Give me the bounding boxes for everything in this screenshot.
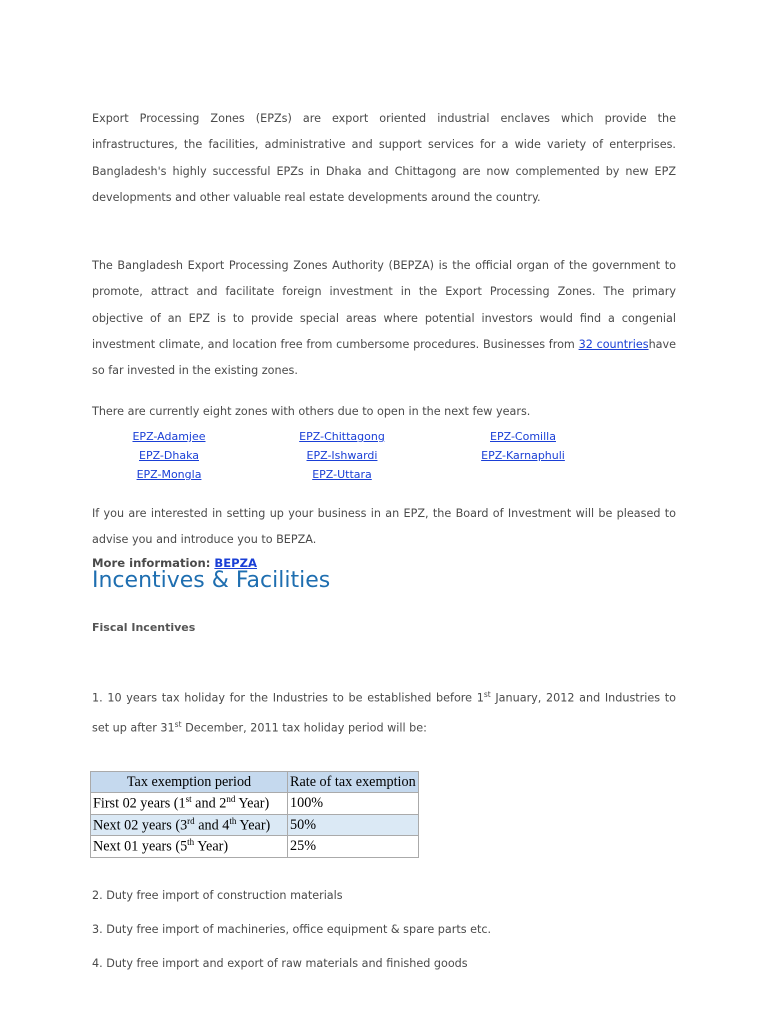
table-header-row [91,772,419,793]
table-row [91,814,419,836]
fiscal-incentives-heading: Fiscal Incentives [92,621,196,634]
period-cell: First 02 years (1st and 2nd Year) [91,793,288,815]
tax-exemption-table [90,771,419,858]
header-rate: Rate of tax exemption [288,772,419,793]
rate-cell: 25% [288,836,419,858]
incentive-item-2: 2. Duty free import of construction materials [92,889,343,902]
intro-paragraph-3: There are currently eight zones with others due to open in the next few years. [92,405,531,418]
countries-link[interactable]: 32 countries [578,337,649,351]
p2-text-end: have so far invested in the existing zones. [92,337,677,378]
incentive-item-4: 4. Duty free import and export of raw materials and finished goods [92,957,468,970]
table-row [91,793,419,815]
item1-text-c: December, 2011 tax holiday period will be: [181,721,427,735]
table-row [91,836,419,858]
item1-text-a: 1. 10 years tax holiday for the Industries to be established before 1 [92,691,484,705]
zone-link-mongla[interactable]: EPZ-Mongla [136,468,202,481]
incentive-item-1 [92,682,676,742]
incentive-item-3: 3. Duty free import of machineries, office equipment & spare parts etc. [92,923,492,936]
advice-paragraph: If you are interested in setting up your business in an EPZ, the Board of Investment will be pleased to advise you and introduce you to BEPZA. [92,507,676,547]
item1-sup-1: st [483,690,491,699]
item1-text-b: January, 2012 and Industries to set up after 31 [92,691,677,735]
zone-link-uttara[interactable]: EPZ-Uttara [312,468,372,481]
p2-text: The Bangladesh Export Processing Zones Authority (BEPZA) is the official organ of the government to promote, attract and facilitate foreign investment in the Export Processing Zones. The primary objective of an EPZ is to provide special areas where potential investors would find a congenial investment climate, and location free from cumbersome procedures. Businesses from [92,259,676,351]
header-period: Tax exemption period [91,772,288,793]
rate-cell: 100% [288,793,419,815]
zone-link-karnaphuli[interactable]: EPZ-Karnaphuli [481,449,565,462]
item1-sup-2: st [174,720,182,730]
period-cell: Next 01 years (5th Year) [91,836,288,858]
zone-link-adamjee[interactable]: EPZ-Adamjee [132,430,206,443]
bepza-link[interactable]: BEPZA [214,556,258,570]
intro-paragraph-1: Export Processing Zones (EPZs) are export oriented industrial enclaves which provide the infrastructures, the facilities, administrative and support services for a wide variety of enterprises. Bangladesh's highly successful EPZs in Dhaka and Chittagong are now complemented by new EPZ developments and other valuable real estate developments around the country. [92,112,676,204]
more-info-label: More information: [92,556,215,570]
period-cell: Next 02 years (3rd and 4th Year) [91,814,288,836]
rate-cell: 50% [288,814,419,836]
zone-link-chittagong[interactable]: EPZ-Chittagong [299,430,385,443]
section-title: Incentives & Facilities [92,568,331,593]
zone-link-ishwardi[interactable]: EPZ-Ishwardi [306,449,378,462]
intro-paragraph-2 [92,253,676,384]
zone-link-dhaka[interactable]: EPZ-Dhaka [139,449,199,462]
zone-link-comilla[interactable]: EPZ-Comilla [490,430,556,443]
